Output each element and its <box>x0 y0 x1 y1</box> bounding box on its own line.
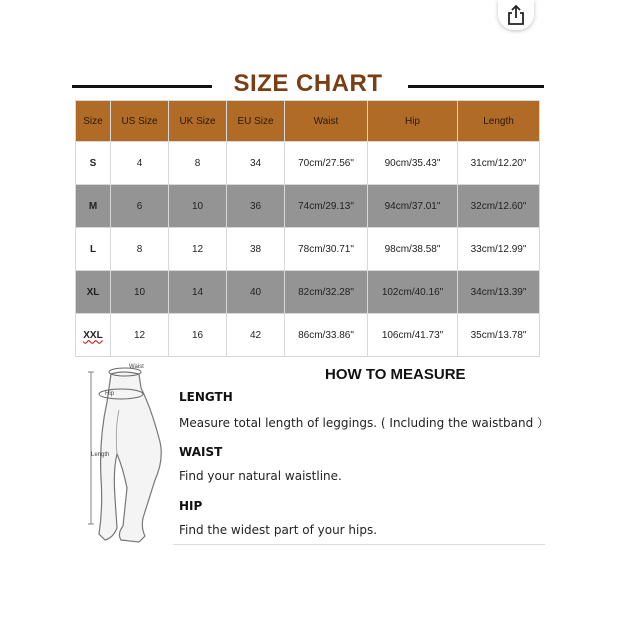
table-cell: 10 <box>111 271 169 314</box>
size-xxl-label: XXL <box>83 329 103 341</box>
header-us-size: US Size <box>111 101 169 142</box>
waist-heading: WAIST <box>179 445 223 459</box>
table-cell: L <box>76 228 111 271</box>
table-row <box>76 142 540 185</box>
table-row <box>76 228 540 271</box>
table-cell: 34 <box>227 142 285 185</box>
size-chart-title-row <box>72 70 544 100</box>
table-cell: XL <box>76 271 111 314</box>
section-divider <box>173 544 545 545</box>
leggings-figure <box>83 358 173 546</box>
table-cell: 90cm/35.43" <box>368 142 458 185</box>
table-cell: 42 <box>227 314 285 357</box>
table-cell: 40 <box>227 271 285 314</box>
header-hip: Hip <box>368 101 458 142</box>
hip-heading: HIP <box>179 499 203 513</box>
table-cell: 70cm/27.56" <box>285 142 368 185</box>
table-row <box>76 185 540 228</box>
table-cell: 12 <box>169 228 227 271</box>
share-icon <box>506 4 526 26</box>
header-length: Length <box>458 101 540 142</box>
table-cell: 94cm/37.01" <box>368 185 458 228</box>
table-cell: 10 <box>169 185 227 228</box>
table-cell: 36 <box>227 185 285 228</box>
hip-description: Find the widest part of your hips. <box>179 523 378 537</box>
table-cell: 4 <box>111 142 169 185</box>
table-cell: S <box>76 142 111 185</box>
header-uk-size: UK Size <box>169 101 227 142</box>
table-cell: 8 <box>169 142 227 185</box>
length-label: Length <box>91 452 110 458</box>
table-cell: 102cm/40.16" <box>368 271 458 314</box>
table-cell: 32cm/12.60" <box>458 185 540 228</box>
table-cell: 33cm/12.99" <box>458 228 540 271</box>
header-size: Size <box>76 101 111 142</box>
how-to-measure-section <box>75 356 550 548</box>
table-cell: 6 <box>111 185 169 228</box>
table-cell: 78cm/30.71" <box>285 228 368 271</box>
header-waist: Waist <box>285 101 368 142</box>
table-cell <box>76 314 111 357</box>
table-cell: 34cm/13.39" <box>458 271 540 314</box>
table-row <box>76 314 540 357</box>
length-heading: LENGTH <box>179 390 233 404</box>
table-cell: 82cm/32.28" <box>285 271 368 314</box>
table-cell: 14 <box>169 271 227 314</box>
header-eu-size: EU Size <box>227 101 285 142</box>
hip-label: Hip <box>105 391 115 397</box>
table-cell: M <box>76 185 111 228</box>
table-cell: 86cm/33.86" <box>285 314 368 357</box>
waist-label: Waist <box>129 364 144 370</box>
table-cell: 74cm/29.13" <box>285 185 368 228</box>
table-cell: 106cm/41.73" <box>368 314 458 357</box>
how-to-measure-title: HOW TO MEASURE <box>325 366 466 383</box>
table-row <box>76 271 540 314</box>
table-header-row <box>76 101 540 142</box>
title-divider-right <box>408 85 544 88</box>
length-description: Measure total length of leggings. ( Including the waistband ） <box>179 416 550 430</box>
table-cell: 31cm/12.20" <box>458 142 540 185</box>
share-button[interactable] <box>498 0 534 30</box>
size-chart-title: SIZE CHART <box>233 70 383 97</box>
waist-description: Find your natural waistline. <box>179 469 342 483</box>
table-cell: 16 <box>169 314 227 357</box>
table-cell: 8 <box>111 228 169 271</box>
table-cell: 38 <box>227 228 285 271</box>
table-cell: 35cm/13.78" <box>458 314 540 357</box>
table-cell: 12 <box>111 314 169 357</box>
table-cell: 98cm/38.58" <box>368 228 458 271</box>
size-table <box>75 100 540 357</box>
